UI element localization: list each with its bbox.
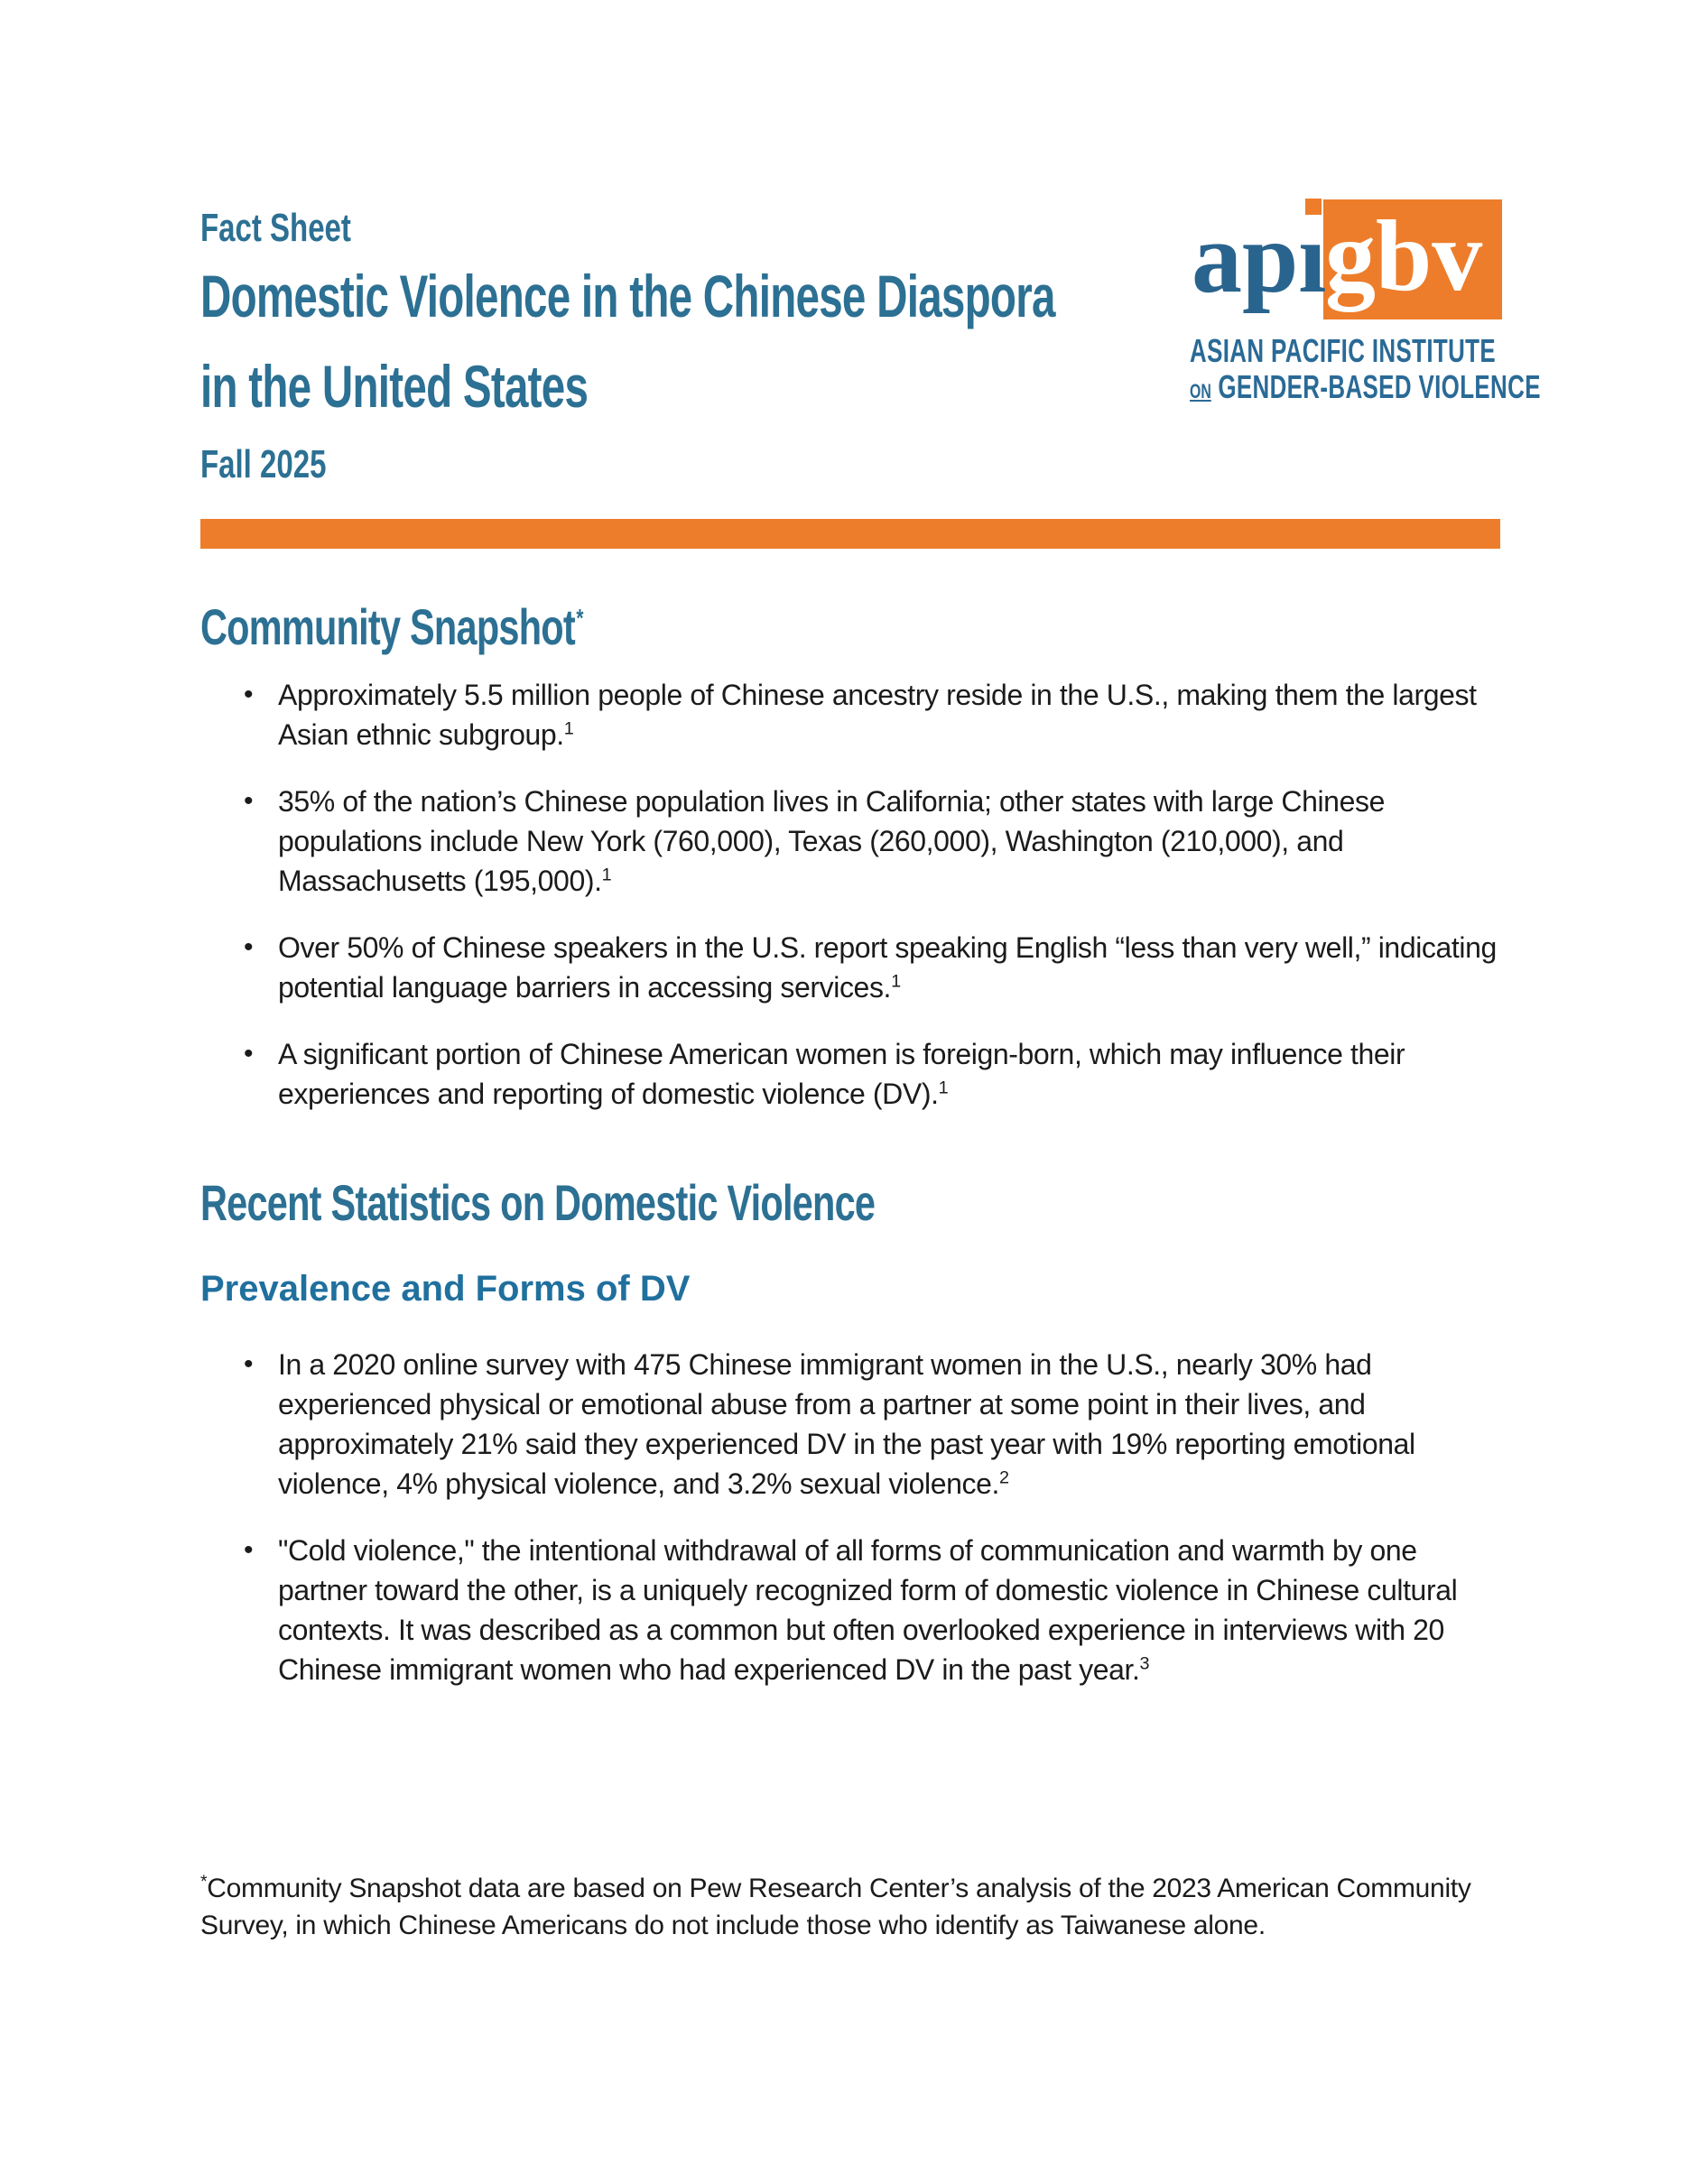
list-item (244, 782, 1507, 901)
citation-ref: 1 (601, 865, 612, 885)
logo-tagline-1: ASIAN PACIFIC INSTITUTE (1190, 332, 1497, 369)
community-snapshot-footnote-marker: * (576, 604, 583, 633)
citation-ref: 3 (1139, 1653, 1150, 1674)
footnote-text: Community Snapshot data are based on Pew Research Center’s analysis of the 2023 American Community Survey, in which Chinese Americans do not include those who identify as Taiwanese alone. (200, 1874, 1471, 1940)
bullet-icon: • (244, 1535, 254, 1565)
prevalence-list (244, 1345, 1507, 1717)
section-heading-recent-statistics (200, 1173, 1112, 1232)
list-item-text: Over 50% of Chinese speakers in the U.S. report speaking English “less than very well,” indicating potential language barriers in accessing services.$^1$ (278, 931, 1497, 1004)
bullet-icon: • (244, 680, 254, 709)
issue-date: Fall 2025 (200, 442, 327, 486)
logo-wordmark-api (1192, 202, 1327, 314)
list-item-text: 35% of the nation’s Chinese population lives in California; other states with large Chinese populations include New York (760,000), Texas (260,000), Washington (210,000), and Massachusetts (195,000).$^1$ (278, 785, 1385, 897)
list-item (244, 928, 1507, 1007)
list-item (244, 1345, 1507, 1504)
community-snapshot-heading-text: Community Snapshot (200, 598, 575, 655)
list-item-text: Approximately 5.5 million people of Chinese ancestry reside in the U.S., making them the largest Asian ethnic subgroup.$^1$ (278, 679, 1477, 751)
list-item-text: "Cold violence," the intentional withdrawal of all forms of communication and warmth by one partner toward the other, is a uniquely recognized form of domestic violence in Chinese cultural contexts. It was described as a common but often overlooked experience in interviews with 20 Chinese immigrant women who had experienced DV in the past year.$^3$ (278, 1534, 1458, 1686)
citation-ref: 1 (563, 718, 574, 739)
apigbv-logo (1190, 197, 1541, 405)
bullet-icon: • (244, 1039, 254, 1069)
citation-ref: 1 (938, 1078, 949, 1098)
list-item-text: A significant portion of Chinese American women is foreign-born, which may influence their experiences and reporting of domestic violence (DV).$^1$ (278, 1038, 1405, 1110)
citation-ref: 1 (891, 971, 901, 992)
bullet-icon: • (244, 786, 254, 816)
subsection-heading-prevalence: Prevalence and Forms of DV (200, 1269, 691, 1309)
logo-orange-box (1323, 199, 1502, 319)
logo-wordmark-i: ı (1298, 202, 1327, 314)
list-item (244, 675, 1507, 754)
citation-ref: 2 (999, 1467, 1009, 1488)
logo-wordmark-ap: ap (1192, 202, 1299, 314)
list-item-text: In a 2020 online survey with 475 Chinese immigrant women in the U.S., nearly 30% had experienced physical or emotional abuse from a partner at some point in their lives, and approximately 21% said they experienced DV in the past year with 19% reporting emotional violence, 4% physical violence, and 3.2% sexual violence.$^2$ (278, 1348, 1415, 1500)
kicker: Fact Sheet (200, 206, 351, 250)
section-heading-community-snapshot (200, 597, 718, 656)
page-title-line2: in the United States (200, 353, 589, 420)
community-snapshot-list (244, 675, 1507, 1141)
footnote (200, 1870, 1502, 1944)
recent-statistics-heading-text: Recent Statistics on Domestic Violence (200, 1174, 876, 1231)
list-item (244, 1531, 1507, 1689)
footnote-marker: * (200, 1872, 208, 1892)
logo-tagline-gbv-text: GENDER-BASED VIOLENCE (1218, 368, 1541, 405)
page-title-line1: Domestic Violence in the Chinese Diaspora (200, 263, 1055, 329)
logo-tagline-2 (1190, 368, 1541, 406)
bullet-icon: • (244, 932, 254, 962)
logo-wordmark-gbv: gbv (1325, 200, 1483, 312)
list-item (244, 1034, 1507, 1114)
logo-tagline-on: ON (1190, 380, 1211, 403)
orange-divider-bar (200, 519, 1500, 549)
bullet-icon: • (244, 1349, 254, 1379)
